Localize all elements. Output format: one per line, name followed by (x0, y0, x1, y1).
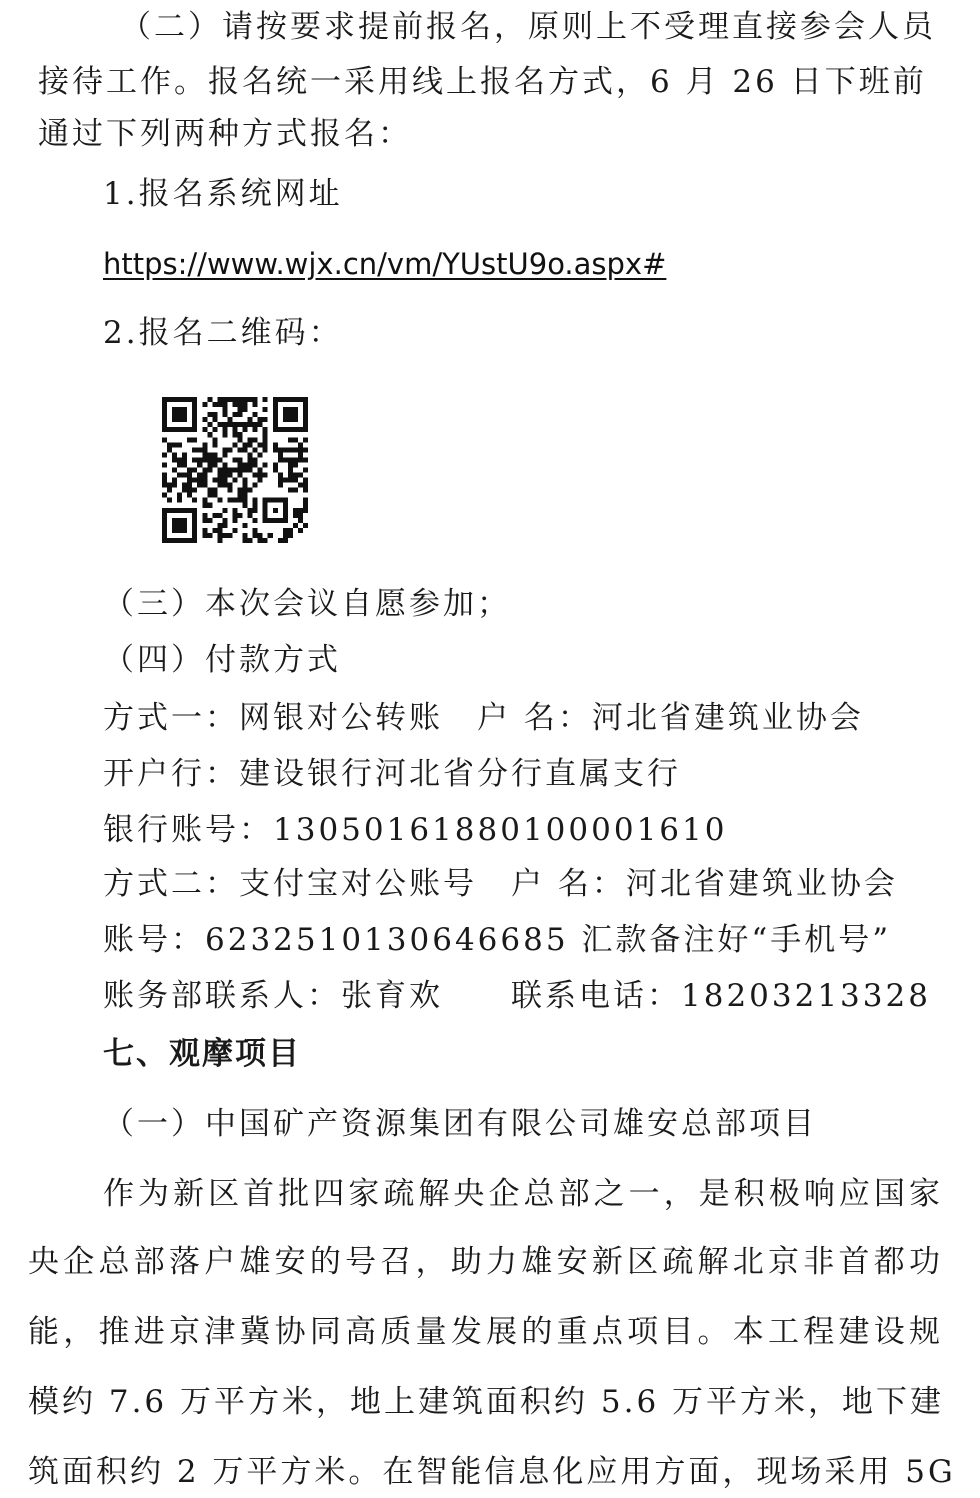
project-1-body-line-3: 能，推进京津冀协同高质量发展的重点项目。本工程建设规 (28, 1314, 943, 1350)
registration-url-heading: 1.报名系统网址 (103, 176, 343, 212)
section-heading-observation-projects: 七、观摩项目 (103, 1036, 301, 1072)
paragraph-registration-line-2: 接待工作。报名统一采用线上报名方式，6 月 26 日下班前 (38, 64, 927, 100)
registration-url-link[interactable]: https://www.wjx.cn/vm/YUstU9o.aspx# (103, 247, 667, 281)
payment-contact: 账务部联系人：张育欢 联系电话：18203213328 (103, 978, 931, 1014)
registration-qr-code (162, 397, 308, 543)
payment-bank: 开户行：建设银行河北省分行直属支行 (103, 756, 681, 792)
project-1-body-line-2: 央企总部落户雄安的号召，助力雄安新区疏解北京非首都功 (28, 1244, 943, 1280)
qr-code-heading: 2.报名二维码： (103, 315, 343, 351)
project-1-title: （一）中国矿产资源集团有限公司雄安总部项目 (103, 1106, 817, 1142)
project-1-body-line-1: 作为新区首批四家疏解央企总部之一，是积极响应国家 (103, 1176, 943, 1212)
payment-heading: （四）付款方式 (103, 642, 341, 678)
payment-bank-account: 银行账号：13050161880100001610 (103, 812, 728, 848)
paragraph-voluntary: （三）本次会议自愿参加； (103, 586, 511, 622)
payment-alipay-account: 账号：6232510130646685 汇款备注好“手机号” (103, 922, 892, 958)
payment-method-2: 方式二：支付宝对公账号 户 名：河北省建筑业协会 (103, 866, 898, 902)
payment-method-1: 方式一：网银对公转账 户 名：河北省建筑业协会 (103, 700, 864, 736)
paragraph-registration-intro: （二）请按要求提前报名，原则上不受理直接参会人员 (120, 9, 936, 45)
project-1-body-line-4: 模约 7.6 万平方米，地上建筑面积约 5.6 万平方米，地下建 (28, 1384, 945, 1420)
project-1-body-line-5: 筑面积约 2 万平方米。在智能信息化应用方面，现场采用 5G (28, 1454, 956, 1490)
paragraph-registration-line-3: 通过下列两种方式报名： (38, 116, 412, 152)
